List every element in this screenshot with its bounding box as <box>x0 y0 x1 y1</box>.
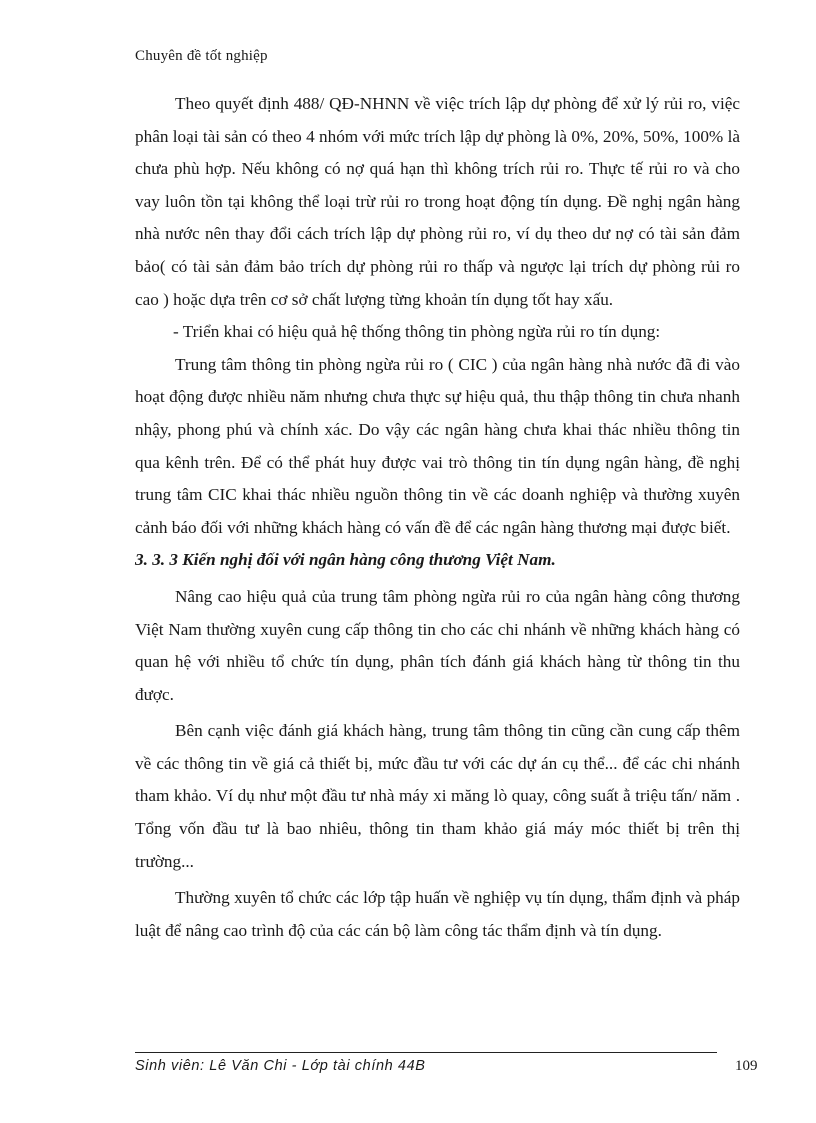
footer-divider <box>135 1052 717 1053</box>
paragraph-customer-evaluation: Bên cạnh việc đánh giá khách hàng, trung tâm thông tin cũng cần cung cấp thêm về các thông tin về giá cả thiết bị, mức đầu tư với các dự án cụ thể... để các chi nhánh tham khảo. Ví dụ như một đầu tư nhà máy xi măng lò quay, công suất ằ triệu tấn/ năm . Tổng vốn đầu tư là bao nhiêu, thông tin tham khảo giá máy móc thiết bị trên thị trường... <box>135 721 740 871</box>
page-number: 109 <box>735 1058 758 1074</box>
section-heading: 3. 3. 3 Kiến nghị đối với ngân hàng công thương Việt Nam. <box>135 550 556 570</box>
document-body <box>135 88 740 947</box>
page-header-title: Chuyên đề tốt nghiệp <box>135 48 268 64</box>
paragraph-risk-center: Nâng cao hiệu quả của trung tâm phòng ngừa rủi ro của ngân hàng công thương Việt Nam thường xuyên cung cấp thông tin cho các chi nhánh về những khách hàng có quan hệ với nhiều tổ chức tín dụng, phân tích đánh giá khách hàng từ thông tin thu được. <box>135 586 740 704</box>
paragraph-training: Thường xuyên tổ chức các lớp tập huấn về nghiệp vụ tín dụng, thẩm định và pháp luật để nâng cao trình độ của các cán bộ làm công tác thẩm định và tín dụng. <box>135 888 740 940</box>
paragraph-cic-center: Trung tâm thông tin phòng ngừa rủi ro ( CIC ) của ngân hàng nhà nước đã đi vào hoạt động được nhiều năm nhưng chưa thực sự hiệu quả, thu thập thông tin chưa nhanh nhậy, phong phú và chính xác. Do vậy các ngân hàng chưa khai thác nhiều thông tin qua kênh trên. Để có thể phát huy được vai trò thông tin tín dụng ngân hàng, đề nghị trung tâm CIC khai thác nhiều nguồn thông tin về các doanh nghiệp và thường xuyên cảnh báo đối với những khách hàng có vấn đề để các ngân hàng thương mại được biết. <box>135 354 740 537</box>
footer-student-info: Sinh viên: Lê Văn Chi - Lớp tài chính 44B <box>135 1058 426 1074</box>
paragraph-provisioning: Theo quyết định 488/ QĐ-NHNN về việc trích lập dự phòng để xử lý rủi ro, việc phân loại tài sản có theo 4 nhóm với mức trích lập dự phòng là 0%, 20%, 50%, 100% là chưa phù hợp. Nếu không có nợ quá hạn thì không trích rủi ro. Thực tế rủi ro và cho vay luôn tồn tại không thể loại trừ rủi ro trong hoạt động tín dụng. Đề nghị ngân hàng nhà nước nên thay đổi cách trích lập dự phòng rủi ro, ví dụ theo dư nợ có tài sản đảm bảo( có tài sản đảm bảo trích dự phòng rủi ro thấp và ngược lại trích dự phòng rủi ro cao ) hoặc dựa trên cơ sở chất lượng từng khoản tín dụng tốt hay xấu. <box>135 94 740 309</box>
paragraph-bullet-cic: - Triển khai có hiệu quả hệ thống thông tin phòng ngừa rủi ro tín dụng: <box>173 322 661 342</box>
